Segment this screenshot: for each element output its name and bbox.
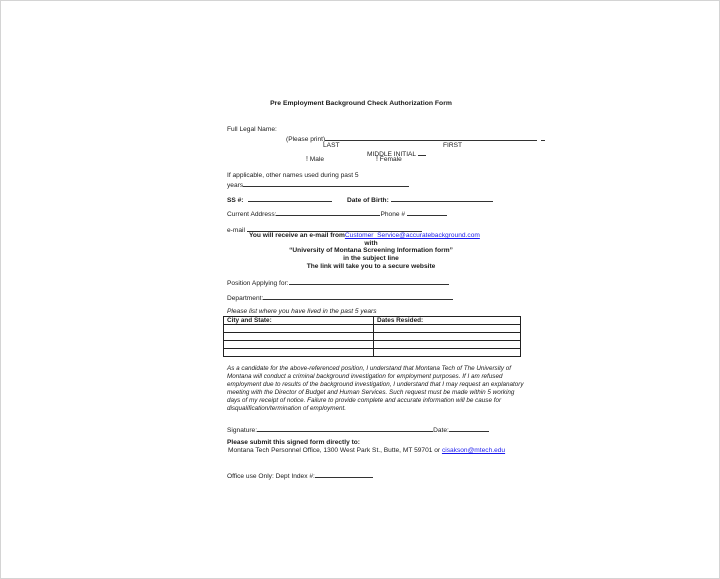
form-title: Pre Employment Background Check Authorization Form xyxy=(270,100,452,107)
email-label: e-mail xyxy=(227,227,245,234)
name-suffix-field[interactable] xyxy=(541,134,545,141)
department-label: Department: xyxy=(227,295,264,302)
position-row xyxy=(227,278,449,288)
dates-resided-cell[interactable] xyxy=(374,333,521,341)
office-use-label: Office use Only: Dept Index #: xyxy=(227,473,315,480)
signature-row xyxy=(227,425,489,435)
city-state-cell[interactable] xyxy=(224,349,374,357)
table-row xyxy=(224,341,521,349)
full-name-field[interactable] xyxy=(325,134,537,141)
date-label: Date: xyxy=(433,427,449,434)
residence-table xyxy=(223,316,521,357)
department-row xyxy=(227,293,453,303)
full-legal-name-label: Full Legal Name: xyxy=(227,126,277,133)
table-row xyxy=(224,349,521,357)
address-field[interactable] xyxy=(276,209,380,216)
address-row xyxy=(227,209,447,219)
dob-label: Date of Birth: xyxy=(347,197,389,204)
department-field[interactable] xyxy=(263,293,453,300)
other-names-row xyxy=(227,180,409,190)
middle-initial-field[interactable] xyxy=(418,149,426,156)
signature-field[interactable] xyxy=(257,425,433,432)
middle-initial-label: MIDDLE INITIAL xyxy=(367,151,416,158)
dates-resided-cell[interactable] xyxy=(374,349,521,357)
submit-email-link[interactable]: cisakson@mtech.edu xyxy=(441,447,506,454)
email-notice-subject-line: in the subject line xyxy=(343,255,399,262)
table-row xyxy=(224,333,521,341)
dates-resided-cell[interactable] xyxy=(374,341,521,349)
consent-paragraph: As a candidate for the above-referenced position, I understand that Montana Tech of The University of Montana will conduct a criminal background investigation for employment purposes. If I am refused employment due to results of the background investigation, I understand that I may request an explanatory meeting with the Director of Budget and Human Services. Such request must be made within 5 working days of my receipt of notice. Failure to provide complete and accurate information will be cause for disqualification/termination of employment. xyxy=(227,365,524,412)
ssn-label: SS #: xyxy=(227,197,244,204)
checkbox-icon: ! xyxy=(376,156,378,163)
position-label: Position Applying for: xyxy=(227,280,289,287)
male-label: Male xyxy=(309,156,325,163)
office-use-row xyxy=(227,471,373,481)
submit-address: Montana Tech Personnel Office, 1300 West Park St., Butte, MT 59701 or xyxy=(228,447,441,454)
sender-email-link[interactable]: Customer_Service@accuratebackground.com xyxy=(344,232,480,239)
email-notice-with: with xyxy=(364,240,378,247)
phone-label: Phone # xyxy=(380,211,406,218)
city-state-cell[interactable] xyxy=(224,325,374,333)
other-names-label-2: years xyxy=(227,182,244,189)
dob-row xyxy=(347,195,493,205)
table-header-row xyxy=(224,317,521,325)
other-names-label: If applicable, other names used during past 5 xyxy=(227,172,359,179)
last-label: LAST xyxy=(323,142,340,149)
email-notice-prefix: You will receive an e-mail from xyxy=(249,232,345,239)
gender-male-option[interactable] xyxy=(306,156,324,164)
female-label: Female xyxy=(379,156,402,163)
gender-female-option[interactable] xyxy=(376,156,402,164)
address-label: Current Address: xyxy=(227,211,277,218)
table-row xyxy=(224,325,521,333)
date-field[interactable] xyxy=(449,425,489,432)
header-city-state: City and State: xyxy=(224,317,374,325)
submit-address-row xyxy=(228,447,505,455)
email-field[interactable] xyxy=(247,225,422,232)
ssn-field[interactable] xyxy=(248,195,332,202)
email-notice-line xyxy=(249,232,480,240)
dates-resided-cell[interactable] xyxy=(374,325,521,333)
first-label: FIRST xyxy=(443,142,463,149)
checkbox-icon: ! xyxy=(306,156,308,163)
email-notice-link-note: The link will take you to a secure website xyxy=(306,263,436,270)
dob-field[interactable] xyxy=(391,195,493,202)
submit-heading: Please submit this signed form directly to: xyxy=(227,439,361,446)
residence-prompt: Please list where you have lived in the past 5 years xyxy=(227,308,377,315)
other-names-field[interactable] xyxy=(243,180,409,187)
city-state-cell[interactable] xyxy=(224,333,374,341)
position-field[interactable] xyxy=(289,278,449,285)
phone-field[interactable] xyxy=(407,209,447,216)
header-dates-resided: Dates Resided: xyxy=(374,317,521,325)
email-notice-subject: “University of Montana Screening Information form” xyxy=(289,247,453,254)
city-state-cell[interactable] xyxy=(224,341,374,349)
ssn-row xyxy=(227,195,332,205)
please-print-label: (Please print) xyxy=(286,136,326,143)
signature-label: Signature: xyxy=(227,427,258,434)
dept-index-field[interactable] xyxy=(315,471,373,478)
